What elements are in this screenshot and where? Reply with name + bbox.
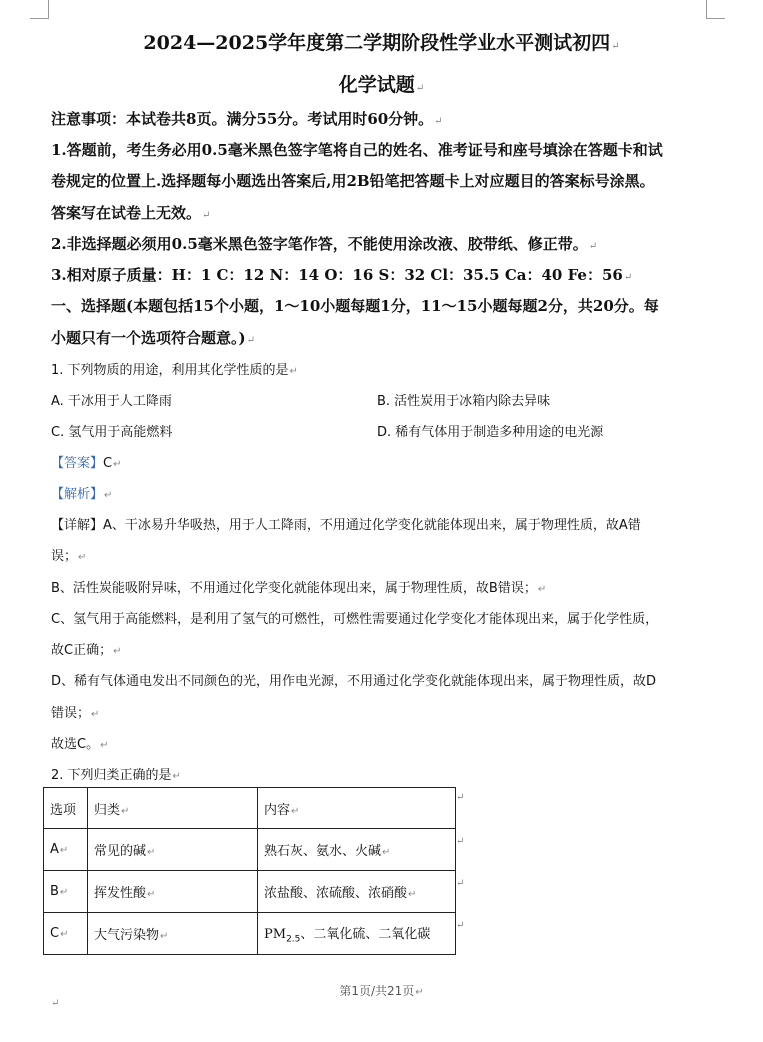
table-header-row bbox=[44, 788, 456, 829]
q1-analysis-tag: 【解析】↵ bbox=[51, 487, 113, 502]
q1-conclusion: 故选C。↵ bbox=[51, 737, 109, 752]
q1-detail-a-line2: 误；↵ bbox=[51, 549, 87, 564]
instruction-1-line2: 卷规定的位置上.选择题每小题选出答案后,用2B铅笔把答题卡上对应题目的答案标号涂黑。 bbox=[51, 172, 655, 190]
table-header-cell: 归类↵ bbox=[88, 788, 258, 829]
row-end-mark: ↵ bbox=[456, 792, 465, 803]
q1-detail-c-line2: 故C正确；↵ bbox=[51, 643, 122, 658]
table-cell: 熟石灰、氨水、火碱↵ bbox=[258, 829, 456, 871]
table-header-cell: 选项 bbox=[44, 788, 88, 829]
end-paragraph-mark: ↵ bbox=[51, 998, 60, 1009]
q2-options-table bbox=[43, 787, 456, 955]
q1-detail-b: B、活性炭能吸附异味，不用通过化学变化就能体现出来，属于物理性质，故B错误；↵ bbox=[51, 581, 547, 596]
row-end-mark: ↵ bbox=[456, 878, 465, 889]
q2-stem: 2. 下列归类正确的是↵ bbox=[51, 768, 181, 783]
table-cell: 挥发性酸↵ bbox=[88, 871, 258, 913]
crop-mark-top-left bbox=[30, 0, 49, 19]
table-cell: 常见的碱↵ bbox=[88, 829, 258, 871]
table-cell: $PM_{2.5}$、二氧化硫、二氧化碳 bbox=[258, 913, 456, 955]
q1-option-b: B. 活性炭用于冰箱内除去异味 bbox=[377, 394, 551, 409]
table-cell: B↵ bbox=[44, 871, 88, 913]
table-cell: 大气污染物↵ bbox=[88, 913, 258, 955]
q1-answer: 【答案】C↵ bbox=[51, 456, 122, 471]
table-cell: A↵ bbox=[44, 829, 88, 871]
instruction-2: 2.非选择题必须用0.5毫米黑色签字笔作答，不能使用涂改液、胶带纸、修正带。↵ bbox=[51, 235, 598, 253]
doc-title-line1: 2024—2025学年度第二学期阶段性学业水平测试初四↵ bbox=[143, 32, 620, 54]
answer-tag: 【答案】 bbox=[51, 456, 104, 471]
q1-stem: 1. 下列物质的用途，利用其化学性质的是↵ bbox=[51, 363, 298, 378]
table-row bbox=[44, 829, 456, 871]
table-cell: C↵ bbox=[44, 913, 88, 955]
doc-title-line2: 化学试题↵ bbox=[338, 74, 425, 96]
instruction-1-line1: 1.答题前，考生务必用0.5毫米黑色签字笔将自己的姓名、准考证号和座号填涂在答题卡和试 bbox=[51, 141, 663, 159]
q1-detail-a-line1: 【详解】A、干冰易升华吸热，用于人工降雨，不用通过化学变化就能体现出来，属于物理性质，故A错 bbox=[51, 518, 641, 533]
q1-option-d: D. 稀有气体用于制造多种用途的电光源 bbox=[377, 425, 604, 440]
table-header-cell: 内容↵ bbox=[258, 788, 456, 829]
q1-detail-d-line2: 错误；↵ bbox=[51, 706, 100, 721]
section-heading-line2: 小题只有一个选项符合题意。)↵ bbox=[51, 329, 255, 347]
notice-line: 注意事项：本试卷共8页。满分55分。考试用时60分钟。↵ bbox=[51, 110, 443, 128]
q1-option-a: A. 干冰用于人工降雨 bbox=[51, 394, 172, 409]
instruction-1-line3: 答案写在试卷上无效。↵ bbox=[51, 204, 211, 222]
table-row bbox=[44, 871, 456, 913]
q1-detail-d-line1: D、稀有气体通电发出不同颜色的光，用作电光源，不用通过化学变化就能体现出来，属于物理性质，故D bbox=[51, 674, 657, 689]
section-heading-line1: 一、选择题(本题包括15个小题，1～10小题每题1分，11～15小题每题2分，共20分。每 bbox=[51, 297, 659, 315]
q1-detail-c-line1: C、氢气用于高能燃料，是利用了氢气的可燃性，可燃性需要通过化学变化才能体现出来，属于化学性质， bbox=[51, 612, 659, 627]
table-cell: 浓盐酸、浓硫酸、浓硝酸↵ bbox=[258, 871, 456, 913]
row-end-mark: ↵ bbox=[456, 920, 465, 931]
page-footer: 第1页/共21页↵ bbox=[339, 984, 424, 998]
q1-options-row2 bbox=[51, 421, 604, 440]
q1-option-c: C. 氢气用于高能燃料 bbox=[51, 425, 173, 440]
crop-mark-top-right bbox=[706, 0, 725, 19]
q1-options-row1 bbox=[51, 390, 551, 409]
table-row bbox=[44, 913, 456, 955]
instruction-3: 3.相对原子质量：H：1 C：12 N：14 O：16 S：32 Cl：35.5 Ca：40 Fe：56↵ bbox=[51, 266, 633, 284]
row-end-mark: ↵ bbox=[456, 836, 465, 847]
detail-tag: 【详解】 bbox=[51, 518, 104, 533]
